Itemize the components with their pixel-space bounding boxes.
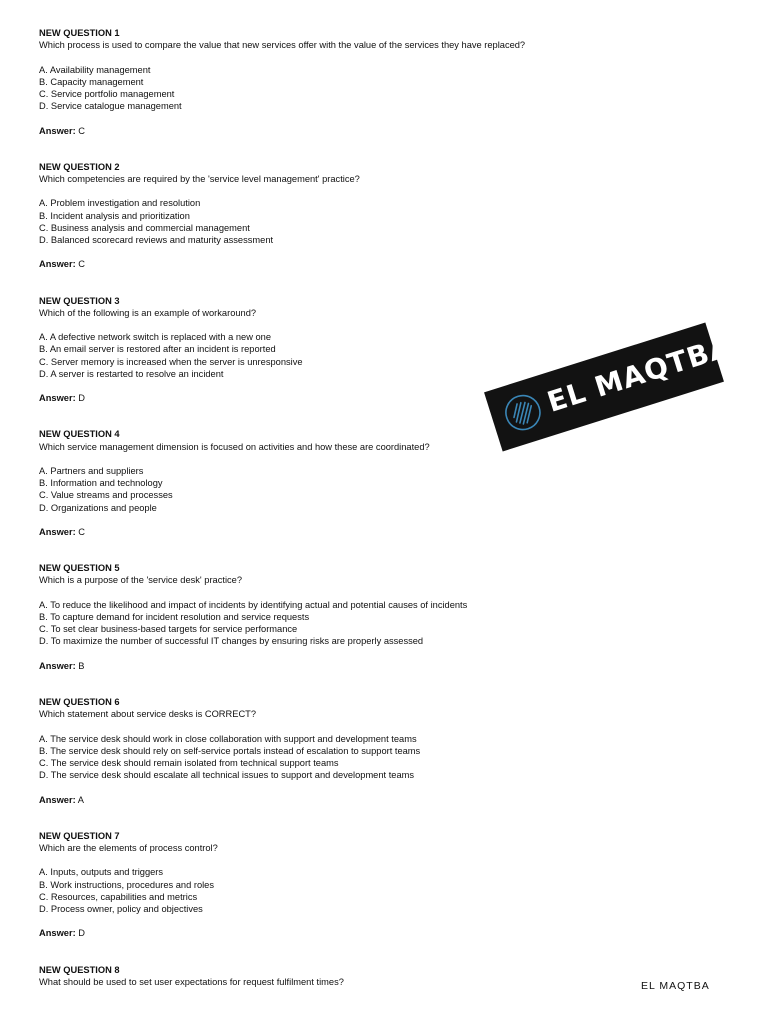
option-item: B. Incident analysis and prioritization [39, 210, 190, 221]
option-item: A. Inputs, outputs and triggers [39, 867, 164, 878]
question-title: NEW QUESTION 5 [39, 563, 120, 574]
question-text: What should be used to set user expectations for request fulfilment times? [39, 976, 344, 987]
options-list [39, 465, 699, 514]
question-block [39, 161, 699, 271]
question-block [39, 562, 699, 672]
answer-label: Answer: [39, 928, 76, 939]
option-item: C. The service desk should remain isolated from technical support teams [39, 757, 339, 768]
el-maqtba-logo-icon [499, 389, 547, 437]
options-list [39, 197, 699, 246]
answer-value: C [78, 125, 85, 136]
option-item: D. Balanced scorecard reviews and maturity assessment [39, 235, 274, 245]
answer-line [39, 794, 699, 806]
question-block [39, 428, 699, 538]
answer-label: Answer: [39, 794, 76, 805]
option-item: B. Work instructions, procedures and roles [39, 879, 214, 890]
options-list [39, 733, 699, 782]
question-document [39, 27, 699, 1012]
question-title: NEW QUESTION 4 [39, 429, 120, 440]
option-item: C. Server memory is increased when the server is unresponsive [39, 356, 303, 367]
question-title: NEW QUESTION 1 [39, 28, 120, 38]
answer-value: A [77, 794, 84, 805]
option-item: A. Partners and suppliers [39, 465, 144, 476]
answer-line [39, 927, 699, 939]
answer-label: Answer: [39, 259, 76, 270]
question-text: Which statement about service desks is CORRECT? [39, 709, 257, 720]
question-title: NEW QUESTION 3 [39, 295, 120, 306]
option-item: C. To set clear business-based targets for service performance [39, 624, 298, 635]
question-title: NEW QUESTION 6 [39, 696, 120, 707]
option-item: D. Service catalogue management [39, 101, 182, 112]
question-text: Which are the elements of process control? [39, 842, 218, 853]
option-item: D. Process owner, policy and objectives [39, 903, 203, 914]
footer-brand: EL MAQTBA [641, 980, 710, 992]
question-text: Which competencies are required by the 'service level management' practice? [39, 174, 360, 184]
question-text: Which of the following is an example of workaround? [39, 307, 257, 318]
option-item: C. Resources, capabilities and metrics [39, 891, 198, 902]
option-item: D. Organizations and people [39, 502, 157, 513]
answer-value: C [78, 259, 85, 270]
option-item: C. Business analysis and commercial management [39, 222, 250, 233]
answer-value: D [78, 393, 85, 404]
option-item: D. To maximize the number of successful IT changes by ensuring risks are properly assessed [39, 636, 424, 647]
option-item: C. Service portfolio management [39, 89, 175, 99]
question-text: Which process is used to compare the value that new services offer with the value of the services they have replaced? [39, 40, 526, 51]
answer-line [39, 125, 699, 137]
answer-value: D [78, 928, 85, 939]
answer-line [39, 258, 699, 270]
answer-label: Answer: [39, 526, 76, 537]
option-item: B. Capacity management [39, 76, 144, 87]
options-list [39, 64, 699, 113]
options-list [39, 866, 699, 915]
question-block [39, 964, 699, 988]
question-block [39, 830, 699, 940]
answer-label: Answer: [39, 125, 76, 136]
option-item: C. Value streams and processes [39, 490, 173, 501]
option-item: B. The service desk should rely on self-service portals instead of escalation to support teams [39, 745, 421, 756]
question-title: NEW QUESTION 7 [39, 830, 120, 841]
watermark-text: EL MAQTBA [543, 329, 736, 419]
option-item: B. An email server is restored after an incident is reported [39, 344, 276, 355]
option-item: A. The service desk should work in close collaboration with support and development teams [39, 733, 417, 744]
option-item: B. Information and technology [39, 478, 163, 489]
options-list [39, 599, 699, 648]
question-title: NEW QUESTION 8 [39, 964, 120, 975]
option-item: D. The service desk should escalate all technical issues to support and development teams [39, 770, 415, 781]
answer-value: C [78, 526, 85, 537]
answer-label: Answer: [39, 393, 76, 404]
answer-label: Answer: [39, 660, 76, 671]
option-item: D. A server is restarted to resolve an incident [39, 368, 224, 379]
answer-line [39, 526, 699, 538]
answer-value: B [78, 660, 85, 671]
question-block [39, 27, 699, 137]
question-title: NEW QUESTION 2 [39, 161, 120, 172]
question-text: Which is a purpose of the 'service desk' practice? [39, 575, 243, 586]
option-item: B. To capture demand for incident resolution and service requests [39, 611, 310, 622]
answer-line [39, 660, 699, 672]
question-block [39, 696, 699, 806]
question-text: Which service management dimension is focused on activities and how these are coordinated? [39, 441, 430, 452]
option-item: A. Availability management [39, 64, 151, 75]
option-item: A. Problem investigation and resolution [39, 198, 201, 209]
option-item: A. A defective network switch is replaced with a new one [39, 332, 272, 343]
option-item: A. To reduce the likelihood and impact of incidents by identifying actual and potential causes of incidents [39, 599, 468, 610]
